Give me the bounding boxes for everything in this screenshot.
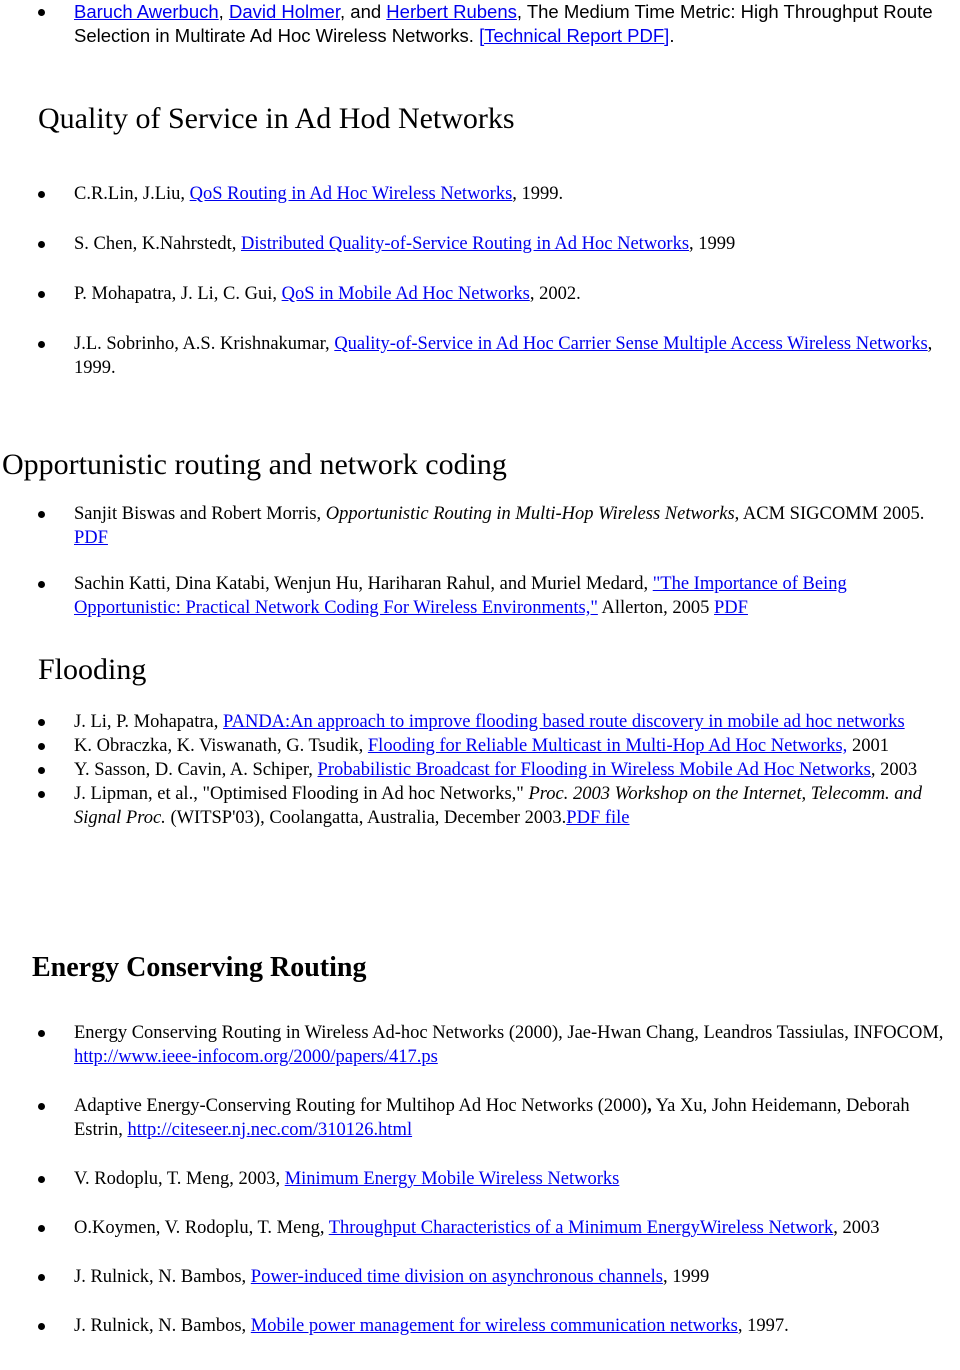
bullet-icon (38, 791, 45, 798)
qos-list (0, 182, 960, 380)
paper-title: Opportunistic Routing in Multi-Hop Wireless Networks (325, 504, 735, 524)
bullet-icon (38, 581, 45, 588)
authors-text: J. Lipman, et al., "Optimised Flooding in Ad hoc Networks," (74, 784, 529, 804)
bullet-icon (38, 341, 45, 348)
bullet-icon (38, 1274, 45, 1281)
list-item (0, 758, 960, 782)
url-link[interactable]: http://citeseer.nj.nec.com/310126.html (127, 1120, 413, 1140)
list-item (0, 782, 960, 830)
section-heading-flooding: Flooding (38, 653, 147, 686)
paper-link[interactable]: Flooding for Reliable Multicast in Multi-Hop Ad Hoc Networks, (367, 736, 848, 756)
section-heading-qos: Quality of Service in Ad Hod Networks (38, 102, 515, 135)
authors-text: Sanjit Biswas and Robert Morris, (74, 504, 326, 524)
paper-link[interactable]: Quality-of-Service in Ad Hoc Carrier Sense Multiple Access Wireless Networks (334, 334, 928, 354)
section-heading-energy: Energy Conserving Routing (32, 952, 367, 983)
paper-link[interactable]: "The Importance of Being Opportunistic: Practical Network Coding For Wireless Environments," (74, 574, 847, 618)
list-item (0, 282, 960, 306)
list-item (0, 502, 960, 550)
technical-report-link[interactable]: [Technical Report PDF] (479, 25, 670, 46)
list-item (0, 1021, 960, 1069)
authors-text: J.L. Sobrinho, A.S. Krishnakumar, (74, 334, 335, 354)
authors-text: Y. Sasson, D. Cavin, A. Schiper, (74, 760, 318, 780)
bullet-icon (38, 743, 45, 750)
top-reference (0, 0, 960, 48)
authors-text: Sachin Katti, Dina Katabi, Wenjun Hu, Hariharan Rahul, and Muriel Medard, (74, 574, 653, 594)
separator-text: , and (340, 1, 387, 22)
venue-italic: Proc. 2003 Workshop on the Internet, Telecomm. and Signal Proc. (74, 784, 923, 828)
list-item (0, 232, 960, 256)
bullet-icon (38, 1176, 45, 1183)
list-item (0, 0, 960, 48)
bullet-icon (38, 511, 45, 518)
year-text: , 1999 (662, 1267, 710, 1287)
year-text: , 2002. (529, 284, 581, 304)
reference-text: Adaptive Energy-Conserving Routing for Multihop Ad Hoc Networks (2000) (74, 1096, 648, 1116)
year-text: , 2003 (870, 760, 918, 780)
list-item (0, 734, 960, 758)
year-text: 2001 (847, 736, 889, 756)
year-text: , 1999 (689, 234, 736, 254)
pdf-link[interactable]: PDF (714, 598, 748, 618)
list-item (0, 1167, 960, 1191)
bullet-icon (38, 719, 45, 726)
reference-text: Energy Conserving Routing in Wireless Ad-hoc Networks (2000), Jae-Hwan Chang, Leandros Tassiulas, INFOCOM, (74, 1023, 944, 1043)
list-item (0, 572, 960, 620)
separator-text: , (516, 1, 527, 22)
author-link[interactable]: Herbert Rubens (386, 1, 517, 22)
url-link[interactable]: http://www.ieee-infocom.org/2000/papers/417.ps (74, 1047, 438, 1067)
authors-text: V. Rodoplu, T. Meng, 2003, (74, 1169, 285, 1189)
bullet-icon (38, 1225, 45, 1232)
bullet-icon (38, 191, 45, 198)
bullet-icon (38, 241, 45, 248)
authors-text: S. Chen, K.Nahrstedt, (74, 234, 241, 254)
authors-text: J. Rulnick, N. Bambos, (74, 1267, 251, 1287)
bold-comma: , (647, 1096, 652, 1116)
bullet-icon (38, 1103, 45, 1110)
year-text: , 2003 (833, 1218, 880, 1238)
energy-list (0, 1021, 960, 1338)
paper-link[interactable]: QoS in Mobile Ad Hoc Networks (281, 284, 530, 304)
authors-text: O.Koymen, V. Rodoplu, T. Meng, (74, 1218, 329, 1238)
venue-text: , ACM SIGCOMM 2005. (734, 504, 925, 524)
section-heading-opportunistic: Opportunistic routing and network coding (2, 448, 507, 481)
paper-link[interactable]: Power-induced time division on asynchronous channels (250, 1267, 663, 1287)
authors-text: K. Obraczka, K. Viswanath, G. Tsudik, (74, 736, 368, 756)
list-item (0, 1265, 960, 1289)
authors-text: Ya Xu, John Heidemann, Deborah Estrin, (74, 1096, 910, 1140)
year-text: , 1999. (74, 334, 933, 378)
flooding-list (0, 710, 960, 830)
bullet-icon (38, 9, 45, 16)
author-link[interactable]: David Holmer (228, 1, 340, 22)
author-link[interactable]: Baruch Awerbuch (74, 1, 219, 22)
authors-text: J. Rulnick, N. Bambos, (74, 1316, 251, 1336)
pdf-file-link[interactable]: PDF file (566, 808, 630, 828)
list-item (0, 1314, 960, 1338)
list-item (0, 710, 960, 734)
opportunistic-list (0, 502, 960, 620)
bullet-icon (38, 767, 45, 774)
venue-text: (WITSP'03), Coolangatta, Australia, December 2003. (165, 808, 567, 828)
authors-text: C.R.Lin, J.Liu, (74, 184, 190, 204)
year-text: , 1999. (512, 184, 564, 204)
paper-link[interactable]: Distributed Quality-of-Service Routing in Ad Hoc Networks (241, 234, 690, 254)
list-item (0, 1094, 960, 1142)
venue-text: Allerton, 2005 (597, 598, 715, 618)
bullet-icon (38, 1323, 45, 1330)
paper-link[interactable]: Mobile power management for wireless communication networks (250, 1316, 738, 1336)
year-text: , 1997. (737, 1316, 789, 1336)
separator-text: , (218, 1, 229, 22)
paper-link[interactable]: PANDA:An approach to improve flooding based route discovery in mobile ad hoc networks (223, 712, 905, 732)
authors-text: P. Mohapatra, J. Li, C. Gui, (74, 284, 282, 304)
pdf-link[interactable]: PDF (74, 528, 108, 548)
list-item (0, 182, 960, 206)
paper-link[interactable]: QoS Routing in Ad Hoc Wireless Networks (189, 184, 513, 204)
paper-link[interactable]: Minimum Energy Mobile Wireless Networks (284, 1169, 620, 1189)
bullet-icon (38, 1030, 45, 1037)
paper-link[interactable]: Throughput Characteristics of a Minimum EnergyWireless Network (328, 1218, 834, 1238)
list-item (0, 332, 960, 380)
paper-link[interactable]: Probabilistic Broadcast for Flooding in Wireless Mobile Ad Hoc Networks (317, 760, 871, 780)
authors-text: J. Li, P. Mohapatra, (74, 712, 224, 732)
list-item (0, 1216, 960, 1240)
paper-title: The Medium Time Metric: High Throughput Route Selection in Multirate Ad Hoc Wireless Networks. (74, 1, 933, 46)
tail-text: . (669, 25, 675, 46)
bullet-icon (38, 291, 45, 298)
